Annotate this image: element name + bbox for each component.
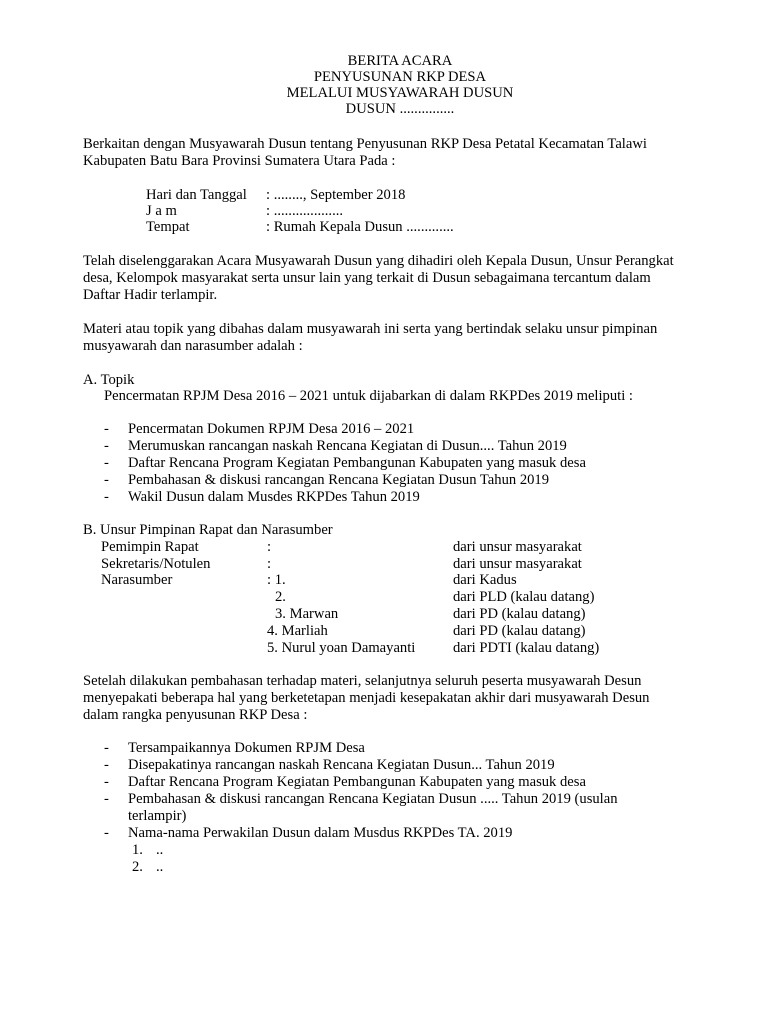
bullet-dash: -	[104, 489, 109, 505]
person-name: : 1.	[267, 572, 286, 588]
text-line: Berkaitan dengan Musyawarah Dusun tentang Penyusunan RKP Desa Petatal Kecamatan Talawi	[83, 136, 647, 152]
text-line: desa, Kelompok masyarakat serta unsur lain yang terkait di Dusun sebagaimana tercantum dalam	[83, 270, 651, 286]
person-name: 3. Marwan	[275, 606, 339, 622]
list-number: 1.	[132, 842, 143, 858]
topic-item: Daftar Rencana Program Kegiatan Pembangunan Kabupaten yang masuk desa	[128, 455, 586, 471]
text-line: dalam rangka penyusunan RKP Desa :	[83, 707, 308, 723]
text-line: Setelah dilakukan pembahasan terhadap materi, selanjutnya seluruh peserta musyawarah Desun	[83, 673, 642, 689]
schedule-value: : ...................	[266, 203, 344, 219]
person-source: dari PD (kalau datang)	[453, 606, 586, 622]
person-source: dari Kadus	[453, 572, 517, 588]
schedule-label: Hari dan Tanggal	[146, 187, 247, 203]
title-line: PENYUSUNAN RKP DESA	[313, 69, 487, 85]
title-line: DUSUN ...............	[345, 101, 455, 117]
topic-item: Wakil Dusun dalam Musdes RKPDes Tahun 2019	[128, 489, 420, 505]
schedule-label: Tempat	[146, 219, 190, 235]
topic-item: Pembahasan & diskusi rancangan Rencana Kegiatan Dusun Tahun 2019	[128, 472, 550, 488]
bullet-dash: -	[104, 740, 109, 756]
person-name: 5. Nurul yoan Damayanti	[267, 640, 416, 656]
schedule-label: J a m	[146, 203, 177, 219]
title-line: BERITA ACARA	[347, 53, 453, 69]
agreement-item: Nama-nama Perwakilan Dusun dalam Musdus RKPDes TA. 2019	[128, 825, 513, 841]
section-heading: B. Unsur Pimpinan Rapat dan Narasumber	[83, 522, 333, 538]
bullet-dash: -	[104, 825, 109, 841]
agreement-item: Disepakatinya rancangan naskah Rencana Kegiatan Dusun... Tahun 2019	[128, 757, 555, 773]
role-label: Pemimpin Rapat	[101, 539, 199, 555]
topic-item: Merumuskan rancangan naskah Rencana Kegiatan di Dusun.... Tahun 2019	[128, 438, 567, 454]
person-source: dari PDTI (kalau datang)	[453, 640, 600, 656]
section-subheading: Pencermatan RPJM Desa 2016 – 2021 untuk dijabarkan di dalam RKPDes 2019 meliputi :	[104, 388, 633, 404]
text-line: Telah diselenggarakan Acara Musyawarah Dusun yang dihadiri oleh Kepala Dusun, Unsur Perangkat	[83, 253, 674, 269]
bullet-dash: -	[104, 421, 109, 437]
title-line: MELALUI MUSYAWARAH DUSUN	[286, 85, 514, 101]
text-line: Materi atau topik yang dibahas dalam musyawarah ini serta yang bertindak selaku unsur pimpinan	[83, 321, 658, 337]
agreement-item: Daftar Rencana Program Kegiatan Pembangunan Kabupaten yang masuk desa	[128, 774, 586, 790]
person-name: :	[267, 539, 272, 555]
role-label: Sekretaris/Notulen	[101, 556, 211, 572]
agreement-item: Pembahasan & diskusi rancangan Rencana Kegiatan Dusun ..... Tahun 2019 (usulan	[128, 791, 618, 807]
agreement-item: Tersampaikannya Dokumen RPJM Desa	[128, 740, 365, 756]
person-source: dari unsur masyarakat	[453, 539, 582, 555]
bullet-dash: -	[104, 774, 109, 790]
section-heading: A. Topik	[83, 372, 135, 388]
text-line: musyawarah dan narasumber adalah :	[83, 338, 303, 354]
person-source: dari unsur masyarakat	[453, 556, 582, 572]
bullet-dash: -	[104, 791, 109, 807]
person-name: :	[267, 556, 272, 572]
topic-item: Pencermatan Dokumen RPJM Desa 2016 – 2021	[128, 421, 415, 437]
text-line: Kabupaten Batu Bara Provinsi Sumatera Utara Pada :	[83, 153, 396, 169]
person-name: 2.	[275, 589, 286, 605]
schedule-value: : Rumah Kepala Dusun .............	[266, 219, 454, 235]
bullet-dash: -	[104, 455, 109, 471]
person-source: dari PLD (kalau datang)	[453, 589, 595, 605]
list-number: 2.	[132, 859, 143, 875]
bullet-dash: -	[104, 757, 109, 773]
text-line: Daftar Hadir terlampir.	[83, 287, 218, 303]
person-name: 4. Marliah	[267, 623, 328, 639]
representative-name: ..	[156, 842, 164, 858]
agreement-item-continued: terlampir)	[128, 808, 187, 824]
representative-name: ..	[156, 859, 164, 875]
bullet-dash: -	[104, 438, 109, 454]
text-line: menyepakati beberapa hal yang berketetapan menjadi kesepakatan akhir dari musyawarah Desun	[83, 690, 650, 706]
schedule-value: : ........, September 2018	[266, 187, 406, 203]
person-source: dari PD (kalau datang)	[453, 623, 586, 639]
bullet-dash: -	[104, 472, 109, 488]
role-label: Narasumber	[101, 572, 173, 588]
